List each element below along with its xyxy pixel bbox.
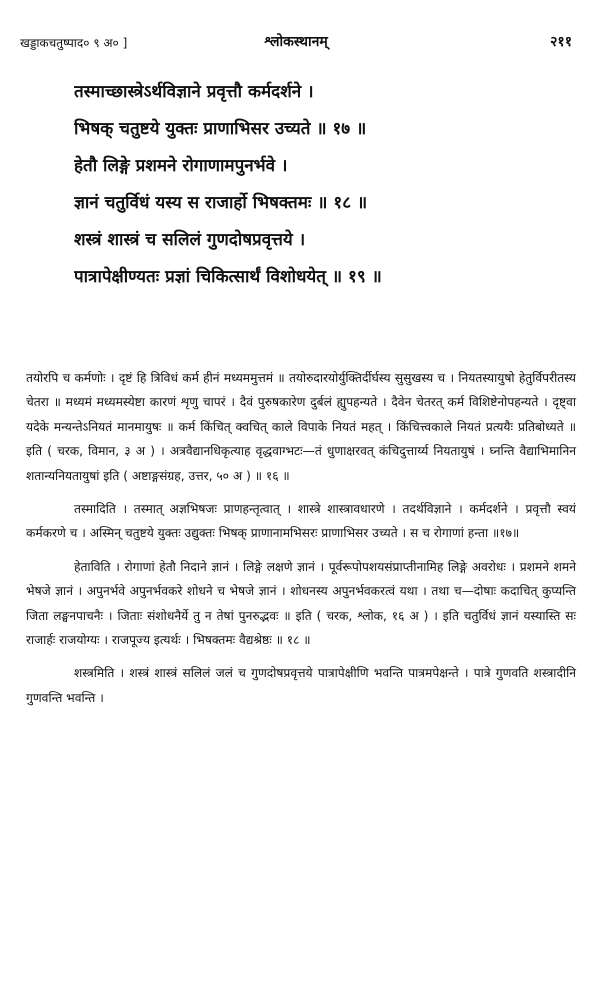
verse-line: भिषक् चतुष्टये युक्तः प्राणाभिसर उच्यते ॥ १७ ॥ bbox=[74, 119, 367, 139]
commentary-block bbox=[26, 366, 576, 710]
header-section-title: श्लोकस्थानम् bbox=[264, 34, 328, 50]
running-header bbox=[20, 32, 572, 54]
page-number: २११ bbox=[550, 34, 572, 50]
verse-line: पात्रापेक्षीण्यतः प्रज्ञां चिकित्सार्थं विशोधयेत् ॥ १९ ॥ bbox=[74, 267, 382, 287]
commentary-paragraph: हेताविति । रोगाणां हेतौ निदाने ज्ञानं । लिङ्गे लक्षणे ज्ञानं । पूर्वरूपोपशयसंप्राप्तीनामिह लिङ्गे अवरोधः । प्रशमने शमने भेषजे ज्ञानं । अपुनर्भवे अपुनर्भवकरे शोधने च भेषजे ज्ञानं । शोधनस्य अपुनर्भवकरत्वं यथा । तथा च—दोषाः कदाचित् कुप्यन्ति जिता लङ्घनपाचनैः । जिताः संशोधनैर्ये तु न तेषां पुनरुद्भवः ॥ इति ( चरक, श्लोक, १६ अ ) । इति चतुर्विधं ज्ञानं यस्यास्ति सः राजार्हः राजयोग्यः । राजपूज्य इत्यर्थः । भिषक्तमः वैद्यश्रेष्ठः ॥ १८ ॥ bbox=[26, 559, 576, 648]
commentary-paragraph: शस्त्रमिति । शस्त्रं शास्त्रं सलिलं जलं च गुणदोषप्रवृत्तये पात्रापेक्षीणि भवन्ति पात्रमपेक्षन्ते । पात्रे गुणवति शस्त्रादीनि गुणवन्ति भवन्ति । bbox=[26, 666, 576, 705]
header-chapter-ref: खड्डाकचतुष्पाद० ९ अ० ] bbox=[20, 36, 128, 50]
verse-line: तस्माच्छास्त्रेऽर्थविज्ञाने प्रवृत्तौ कर्मदर्शने । bbox=[74, 82, 314, 102]
commentary-paragraph: तयोरपि च कर्मणोः । दृष्टं हि त्रिविधं कर्म हीनं मध्यममुत्तमं ॥ तयोरुदारयोर्युक्तिर्दीर्घस्य सुसुखस्य च । नियतस्यायुषो हेतुर्विपरीतस्य चेतरा ॥ मध्यमं मध्यमस्येष्टा कारणं शृणु चापरं । दैवं पुरुषकारेण दुर्बलं ह्युपहन्यते । दैवेन चेतरत् कर्म विशिष्टेनोपहन्यते । दृष्ट्वा यदेके मन्यन्तेऽनियतं मानमायुषः ॥ कर्म किंचित् क्वचित् काले विपाके नियतं महत् । किंचित्त्वकाले नियतं प्रत्ययैः प्रतिबोध्यते ॥ इति ( चरक, विमान, ३ अ ) । अत्रवैद्यानधिकृत्याह वृद्धवाग्भटः—तं धुणाक्षरवत् कंचिदुत्तार्य्य नियतायुषं । घ्नन्ति वैद्याभिमानिन शतान्यनियतायुषां इति ( अष्टाङ्गसंग्रह, उत्तर, ५० अ ) ॥ १६ ॥ bbox=[26, 371, 576, 483]
verse-line: ज्ञानं चतुर्विधं यस्य स राजार्हो भिषक्तमः ॥ १८ ॥ bbox=[74, 193, 368, 213]
commentary-paragraph: तस्मादिति । तस्मात् अज्ञभिषजः प्राणहन्तृत्वात् । शास्त्रे शास्त्रावधारणे । तदर्थविज्ञाने । कर्मदर्शने । प्रवृत्तौ स्वयं कर्मकरणे च । अस्मिन् चतुष्टये युक्तः उद्युक्तः भिषक् प्राणानामभिसरः प्राणाभिसर उच्यते । स च रोगाणां हन्ता ॥१७॥ bbox=[26, 502, 576, 541]
verse-line: हेतौ लिङ्गे प्रशमने रोगाणामपुनर्भवे । bbox=[74, 156, 288, 176]
verse-block bbox=[74, 74, 582, 296]
verse-line: शस्त्रं शास्त्रं च सलिलं गुणदोषप्रवृत्तये । bbox=[74, 230, 306, 250]
